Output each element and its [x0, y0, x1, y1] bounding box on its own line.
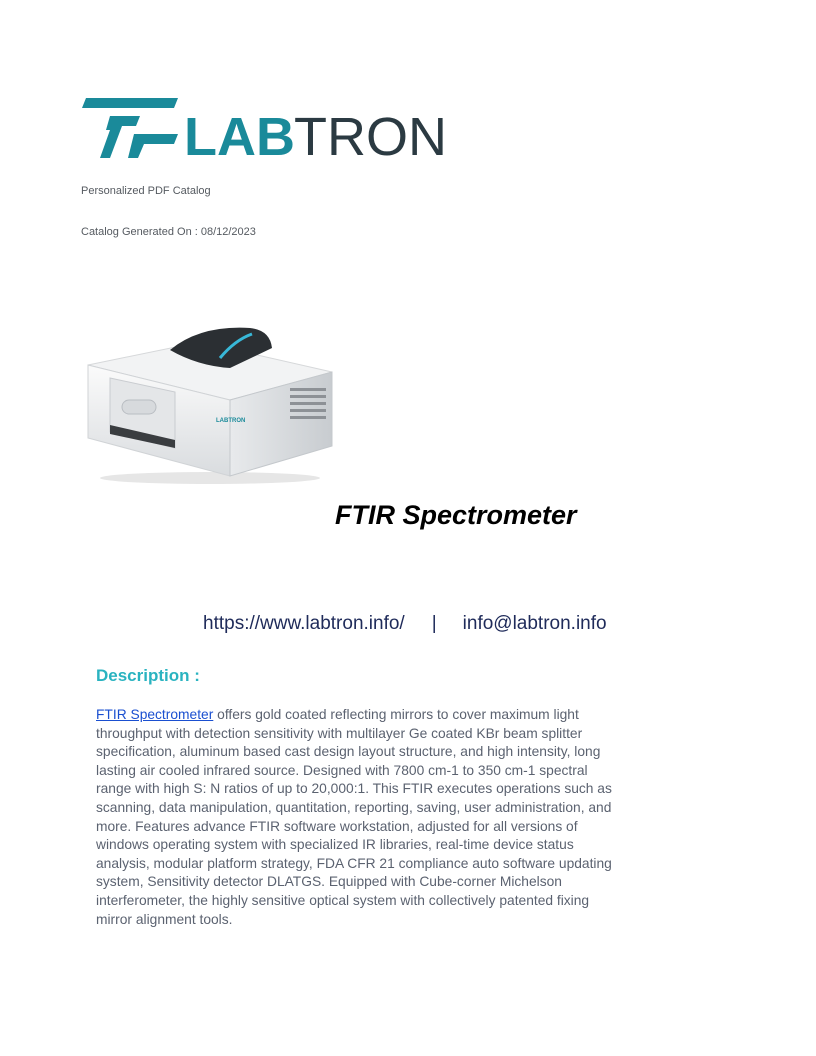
product-image	[80, 320, 336, 485]
contact-line	[203, 613, 607, 635]
catalog-type-label: Personalized PDF Catalog	[81, 185, 211, 197]
labtron-logo	[82, 96, 462, 162]
logo-mark-right	[128, 134, 178, 158]
product-link[interactable]: FTIR Spectrometer	[96, 707, 214, 722]
contact-separator: |	[431, 613, 437, 634]
product-image-brand: LABTRON	[216, 418, 246, 424]
website-link[interactable]: https://www.labtron.info/	[203, 613, 405, 634]
description-text: offers gold coated reflecting mirrors to cover maximum light throughput with detection sensitivity with multilayer Ge coated KBr beam splitter specification, aluminum based cast design layout structure, and high intensity, long lasting air cooled infrared source. Designed with 7800 cm-1 to 350 cm-1 spectral range with high S: N ratios of up to 20,000:1. This FTIR executes operations such as scanning, data manipulation, quantitation, reporting, saving, user administration, and more. Features advance FTIR software workstation, adjusted for all versions of windows operating system with specialized IR libraries, real-time device status analysis, modular platform strategy, FDA CFR 21 compliance auto software updating system, Sensitivity detector DLATGS. Equipped with Cube-corner Michelson interferometer, the highly sensitive optical system with collectively patented fixing mirror alignment tools.	[96, 707, 612, 927]
description-heading: Description :	[96, 666, 200, 685]
catalog-generated-date: Catalog Generated On : 08/12/2023	[81, 226, 256, 238]
logo-mark-top	[82, 98, 178, 108]
description-body	[96, 706, 624, 929]
logo-text-tron: TRON	[294, 107, 447, 162]
email-link[interactable]: info@labtron.info	[462, 613, 607, 634]
logo-text-lab: LAB	[184, 107, 295, 162]
product-title: FTIR Spectrometer	[335, 500, 577, 530]
